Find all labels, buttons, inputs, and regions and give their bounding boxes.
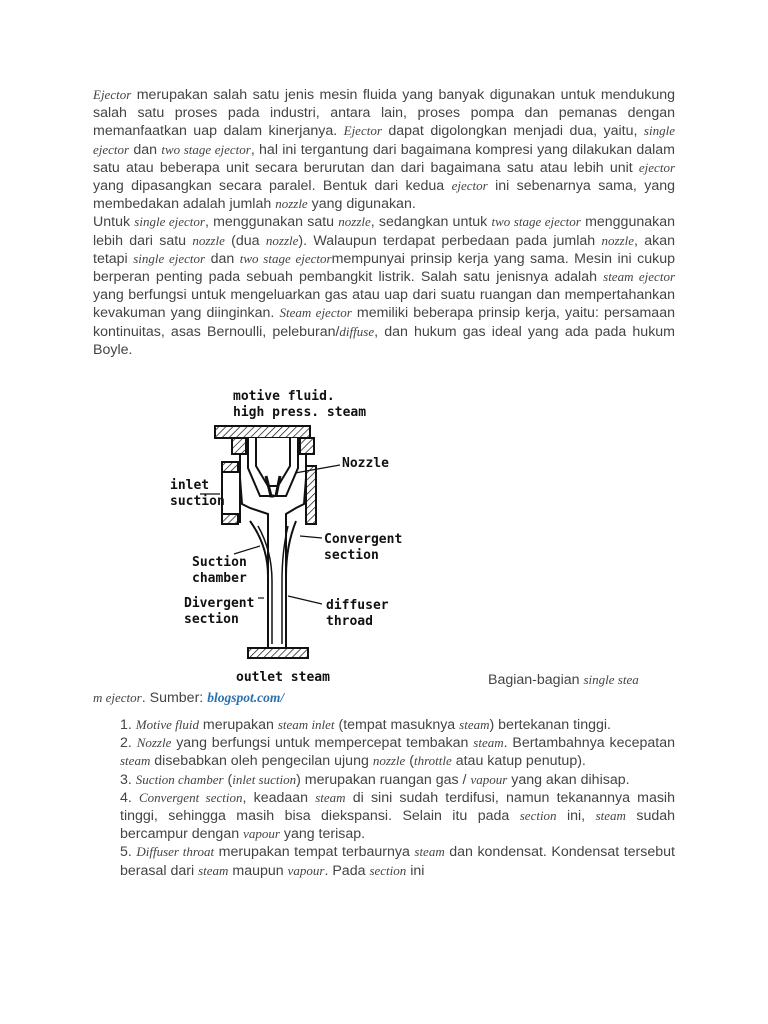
label-nozzle: Nozzle [342,456,389,471]
paragraph-intro: Ejector merupakan salah satu jenis mesin fluida yang banyak digunakan untuk mendukung salah satu proses pada industri, antara lain, proses pompa dan pemanas dengan memanfaatkan uap dalam kinerjanya. Ejector dapat digolongkan menjadi dua, yaitu, single ejector dan two stage ejector, hal ini tergantung dari bagaimana kompresi yang dilakukan dalam satu atau beberapa unit secara berurutan dan dari bagaimana satu atau lebih unit ejector yang dipasangkan secara paralel. Bentuk dari kedua ejector ini sebenarnya sama, yang membedakan adalah jumlah nozzle yang digunakan. [93,87,675,213]
label-divergent: Divergent [184,596,255,611]
label-motive-fluid: motive fluid. [233,389,335,404]
label-divergent-section: section [184,612,239,627]
label-convergent-section: section [324,548,379,563]
list-item: 3. Suction chamber (inlet suction) merupakan ruangan gas / vapour yang akan dihisap. [120,771,630,788]
label-high-press-steam: high press. steam [233,405,367,420]
label-inlet: inlet [170,478,210,493]
label-convergent: Convergent [324,532,403,547]
label-suction-chamber-2: chamber [192,571,247,586]
document-body [93,86,675,359]
source-link[interactable]: blogspot.com/ [207,690,285,705]
paragraph-single-vs-two-stage: Untuk single ejector, menggunakan satu nozzle, sedangkan untuk two stage ejector menggunakan lebih dari satu nozzle (dua nozzle). Walaupun terdapat perbedaan pada jumlah nozzle, akan tetapi single ejector dan two stage ejectormempunyai prinsip kerja yang sama. Mesin ini cukup berperan penting pada sebuah pembangkit listrik. Salah satu jenisnya adalah steam ejector yang berfungsi untuk mengeluarkan gas atau uap dari suatu ruangan dan mempertahankan kevakuman yang diinginkan. Steam ejector memiliki beberapa prinsip kerja, yaitu: persamaan kontinuitas, asas Bernoulli, peleburan/diffuse, dan hukum gas ideal yang ada pada hukum Boyle. [93,214,676,358]
figure-caption-source: m ejector. Sumber: blogspot.com/ [93,690,285,706]
steam-ejector-diagram [160,386,420,686]
label-outlet-steam: outlet steam [236,670,330,685]
list-item: 5. Diffuser throat merupakan tempat terbaurnya steam dan kondensat. Kondensat tersebut berasal dari steam maupun vapour. Pada section ini [120,844,675,879]
label-throad: throad [326,614,373,629]
list-item: 1. Motive fluid merupakan steam inlet (tempat masuknya steam) bertekanan tinggi. [120,717,611,733]
ejector-parts-list [120,716,675,880]
list-item: 4. Convergent section, keadaan steam di sini sudah terdifusi, namun tekanannya masih tinggi, sehingga masih bisa diekspansi. Selain itu pada section ini, steam sudah bercampur dengan vapour yang terisap. [120,789,676,843]
label-suction-chamber-1: Suction [192,555,247,570]
label-suction: suction [170,494,225,509]
list-item: 2. Nozzle yang berfungsi untuk mempercepat tembakan steam. Bertambahnya kecepatan steam disebabkan oleh pengecilan ujung nozzle (throttle atau katup penutup). [120,735,675,770]
figure-caption: Bagian-bagian single stea [488,672,639,688]
label-diffuser: diffuser [326,598,389,613]
